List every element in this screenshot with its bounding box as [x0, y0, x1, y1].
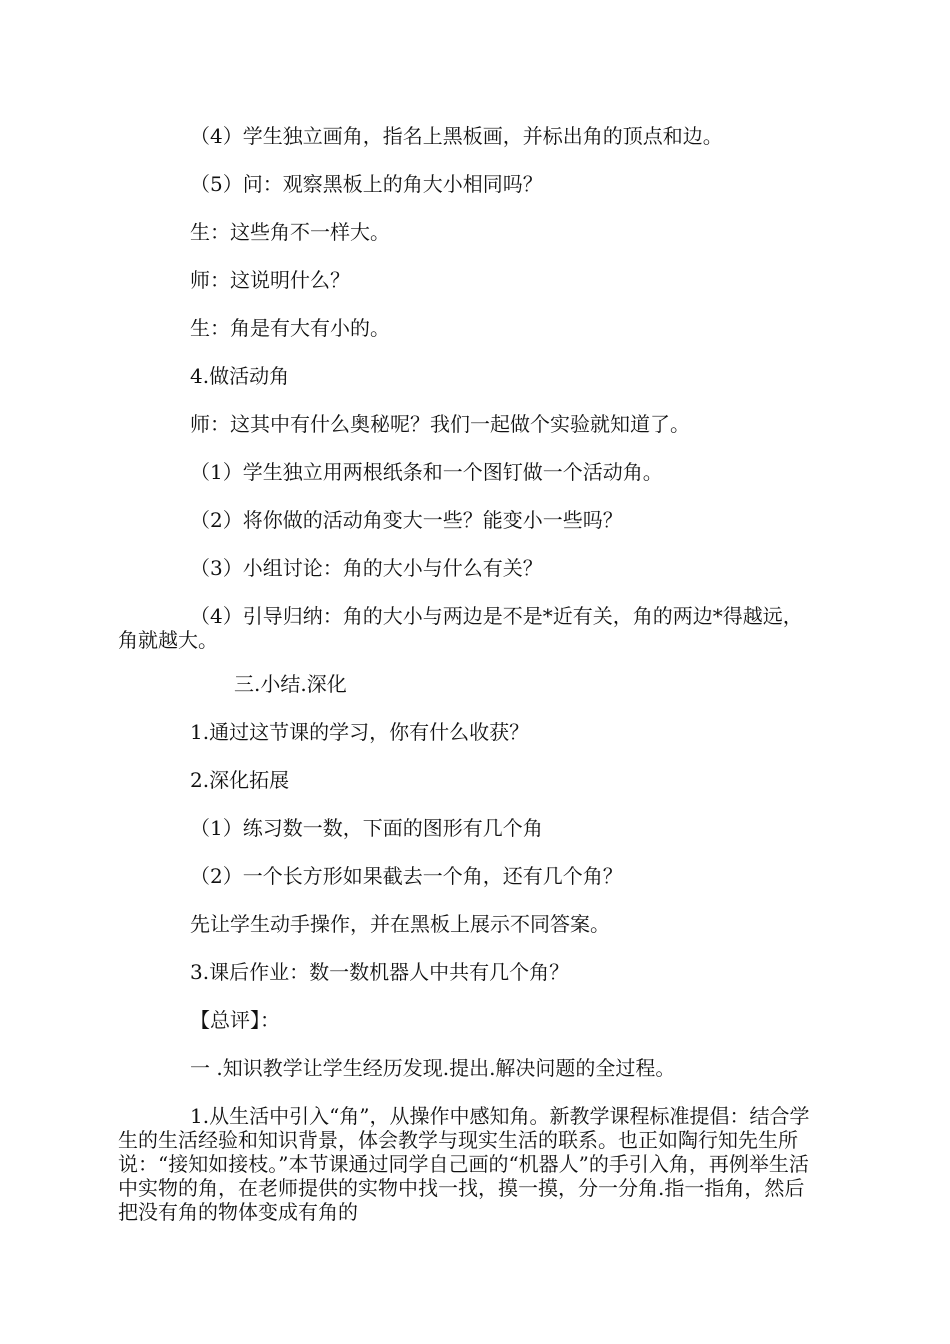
text-line: 生：这些角不一样大。 [190, 220, 390, 244]
text-line: 先让学生动手操作，并在黑板上展示不同答案。 [190, 912, 610, 936]
text-line: （5）问：观察黑板上的角大小相同吗？ [190, 172, 543, 196]
text-line: （2）一个长方形如果截去一个角，还有几个角？ [190, 864, 623, 888]
section-heading: 三.小结.深化 [234, 672, 347, 696]
text-line: （2）将你做的活动角变大一些？能变小一些吗？ [190, 508, 623, 532]
section-heading: 2.深化拓展 [190, 768, 290, 792]
text-line: 生：角是有大有小的。 [190, 316, 390, 340]
section-heading: 【总评】： [190, 1008, 280, 1032]
text-line: （1）学生独立用两根纸条和一个图钉做一个活动角。 [190, 460, 663, 484]
paragraph: （4）引导归纳：角的大小与两边是不是*近有关，角的两边*得越远，角就越大。 [118, 604, 803, 652]
text-line: （1）练习数一数，下面的图形有几个角 [190, 816, 543, 840]
text-line: 1.通过这节课的学习，你有什么收获？ [190, 720, 530, 744]
text-line: 师：这说明什么？ [190, 268, 350, 292]
text-line: 3.课后作业：数一数机器人中共有几个角？ [190, 960, 570, 984]
section-heading: 4.做活动角 [190, 364, 290, 388]
text-line: （3）小组讨论：角的大小与什么有关？ [190, 556, 543, 580]
text-line: 一 .知识教学让学生经历发现.提出.解决问题的全过程。 [190, 1056, 676, 1080]
text-line: 师：这其中有什么奥秘呢？我们一起做个实验就知道了。 [190, 412, 690, 436]
paragraph: 1.从生活中引入“角”，从操作中感知角。新教学课程标准提倡：结合学生的生活经验和知识背景，体会教学与现实生活的联系。也正如陶行知先生所说：“接知如接枝。”本节课通过同学自己画的“机器人”的手引入角，再例举生活中实物的角，在老师提供的实物中找一找，摸一摸，分一分角.指一指角，然后把没有角的物体变成有角的 [118, 1104, 810, 1224]
text-line: （4）学生独立画角，指名上黑板画，并标出角的顶点和边。 [190, 124, 723, 148]
